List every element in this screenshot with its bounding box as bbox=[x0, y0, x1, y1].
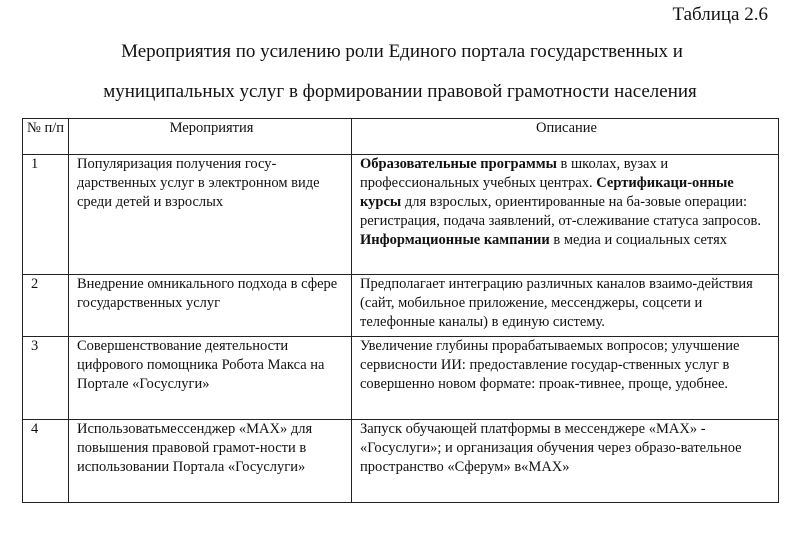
header-events: Мероприятия bbox=[69, 119, 352, 155]
table-row bbox=[23, 275, 779, 337]
row-event: Использоватьмессенджер «MAX» для повышения правовой грамот-ности в использовании Портала «Госуслуги» bbox=[69, 420, 352, 503]
description-text: в школах, вузах и профессиональных учебных центрах. bbox=[360, 156, 669, 191]
measures-table bbox=[22, 118, 779, 503]
row-number: 2 bbox=[23, 275, 69, 337]
table-title-line-1: Мероприятия по усилению роли Единого портала государственных и bbox=[121, 41, 683, 62]
row-description: Увеличение глубины прорабатываемых вопросов; улучшение сервисности ИИ: предоставление государ-ственных услуг в совершенно новом формате: проак-тивнее, проще, удобнее. bbox=[352, 337, 779, 420]
description-text: в медиа и социальных сетях bbox=[549, 232, 727, 248]
row-number: 4 bbox=[23, 420, 69, 503]
row-event: Внедрение омникального подхода в сфере государственных услуг bbox=[69, 275, 352, 337]
row-number: 1 bbox=[23, 155, 69, 275]
description-text: для взрослых, ориентированные на ба-зовые операции: регистрация, подача заявлений, от-слеживание статуса запросов. bbox=[360, 194, 761, 229]
bold-term: Образовательные программы bbox=[360, 156, 557, 172]
row-event: Популяризация получения госу-дарственных услуг в электронном виде среди детей и взрослых bbox=[69, 155, 352, 275]
table-number-label: Таблица 2.6 bbox=[672, 4, 768, 25]
header-row bbox=[23, 119, 779, 155]
row-event: Совершенствование деятельности цифрового помощника Робота Макса на Портале «Госуслуги» bbox=[69, 337, 352, 420]
table-row bbox=[23, 420, 779, 503]
row-description: Предполагает интеграцию различных каналов взаимо-действия (сайт, мобильное приложение, мессенджеры, соцсети и телефонные каналы) в единую систему. bbox=[352, 275, 779, 337]
table-row bbox=[23, 155, 779, 275]
header-number: № п/п bbox=[23, 119, 69, 155]
row-number: 3 bbox=[23, 337, 69, 420]
table-title-line-2: муниципальных услуг в формировании правовой грамотности населения bbox=[103, 81, 697, 102]
row-description bbox=[352, 155, 779, 275]
header-description: Описание bbox=[352, 119, 779, 155]
bold-term: Сертификаци-онные курсы bbox=[360, 175, 734, 210]
row-description: Запуск обучающей платформы в мессенджере «MAX» - «Госуслуги»; и организация обучения через образо-вательное пространство «Сферум» в«MAX» bbox=[352, 420, 779, 503]
bold-term: Информационные кампании bbox=[360, 232, 550, 248]
table-row bbox=[23, 337, 779, 420]
